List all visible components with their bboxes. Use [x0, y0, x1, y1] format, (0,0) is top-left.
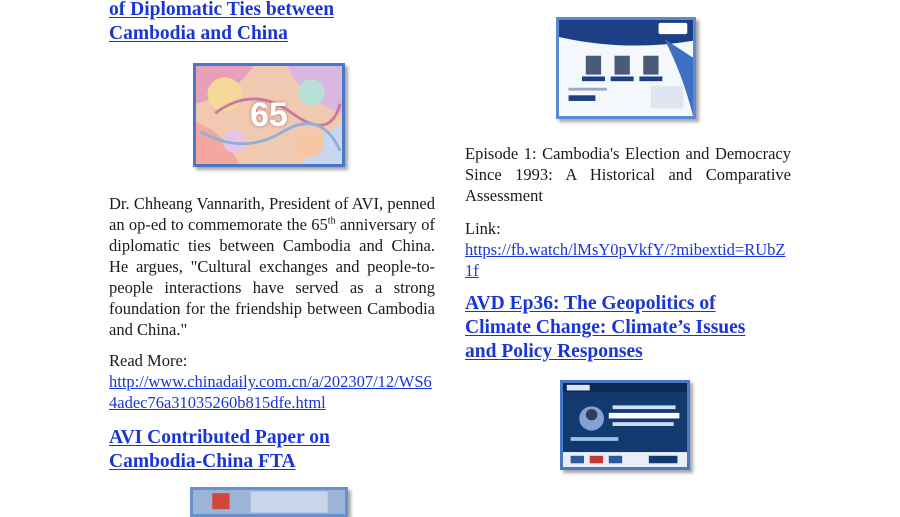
- headline-line[interactable]: of Diplomatic Ties between: [109, 0, 335, 20]
- episode-1-poster: [556, 17, 696, 119]
- ordinal-suffix: th: [327, 215, 336, 227]
- op-ed-text-cont: anniversary of diplomatic ties between Cambodia and China. He argues, "Cultural exchanges and people-to-people interactions have served as a strong foundation for the friendship between Cambodia and China.": [109, 215, 435, 339]
- fta-artwork: [193, 490, 345, 514]
- headline-line[interactable]: Cambodia and China: [109, 23, 288, 44]
- read-more-label: Read More:: [109, 351, 188, 370]
- anniversary-number: 65: [250, 96, 288, 134]
- episode-1-title: Episode 1: Cambodia's Election and Democracy Since 1993: A Historical and Comparative Assessment: [465, 144, 791, 205]
- headline-avd-ep36[interactable]: [465, 292, 791, 364]
- anniversary-65-image: [193, 63, 345, 167]
- avd-ep36-poster: [560, 380, 690, 470]
- headline-fta-paper[interactable]: [109, 426, 435, 474]
- ep36-poster-artwork: [563, 383, 687, 467]
- headline-line[interactable]: Climate Change: Climate’s Issues: [465, 317, 746, 338]
- fb-watch-link[interactable]: https://fb.watch/lMsY0pVkfY/?mibextid=RUbZ1f: [465, 240, 786, 280]
- op-ed-summary: [109, 193, 435, 340]
- headline-diplomatic-ties[interactable]: [109, 0, 435, 46]
- headline-line[interactable]: Cambodia-China FTA: [109, 451, 296, 472]
- headline-line[interactable]: and Policy Responses: [465, 341, 643, 362]
- op-ed-text: Dr. Chheang Vannarith, President of AVI, penned an op-ed to commemorate the 65: [109, 194, 435, 234]
- link-label: Link:: [465, 219, 501, 238]
- headline-line[interactable]: AVI Contributed Paper on: [109, 427, 330, 448]
- fta-paper-image: [190, 487, 348, 517]
- headline-line[interactable]: AVD Ep36: The Geopolitics of: [465, 293, 716, 314]
- episode-poster-artwork: [559, 20, 693, 116]
- chinadaily-link[interactable]: http://www.chinadaily.com.cn/a/202307/12/WS64adec76a31035260b815dfe.html: [109, 372, 432, 412]
